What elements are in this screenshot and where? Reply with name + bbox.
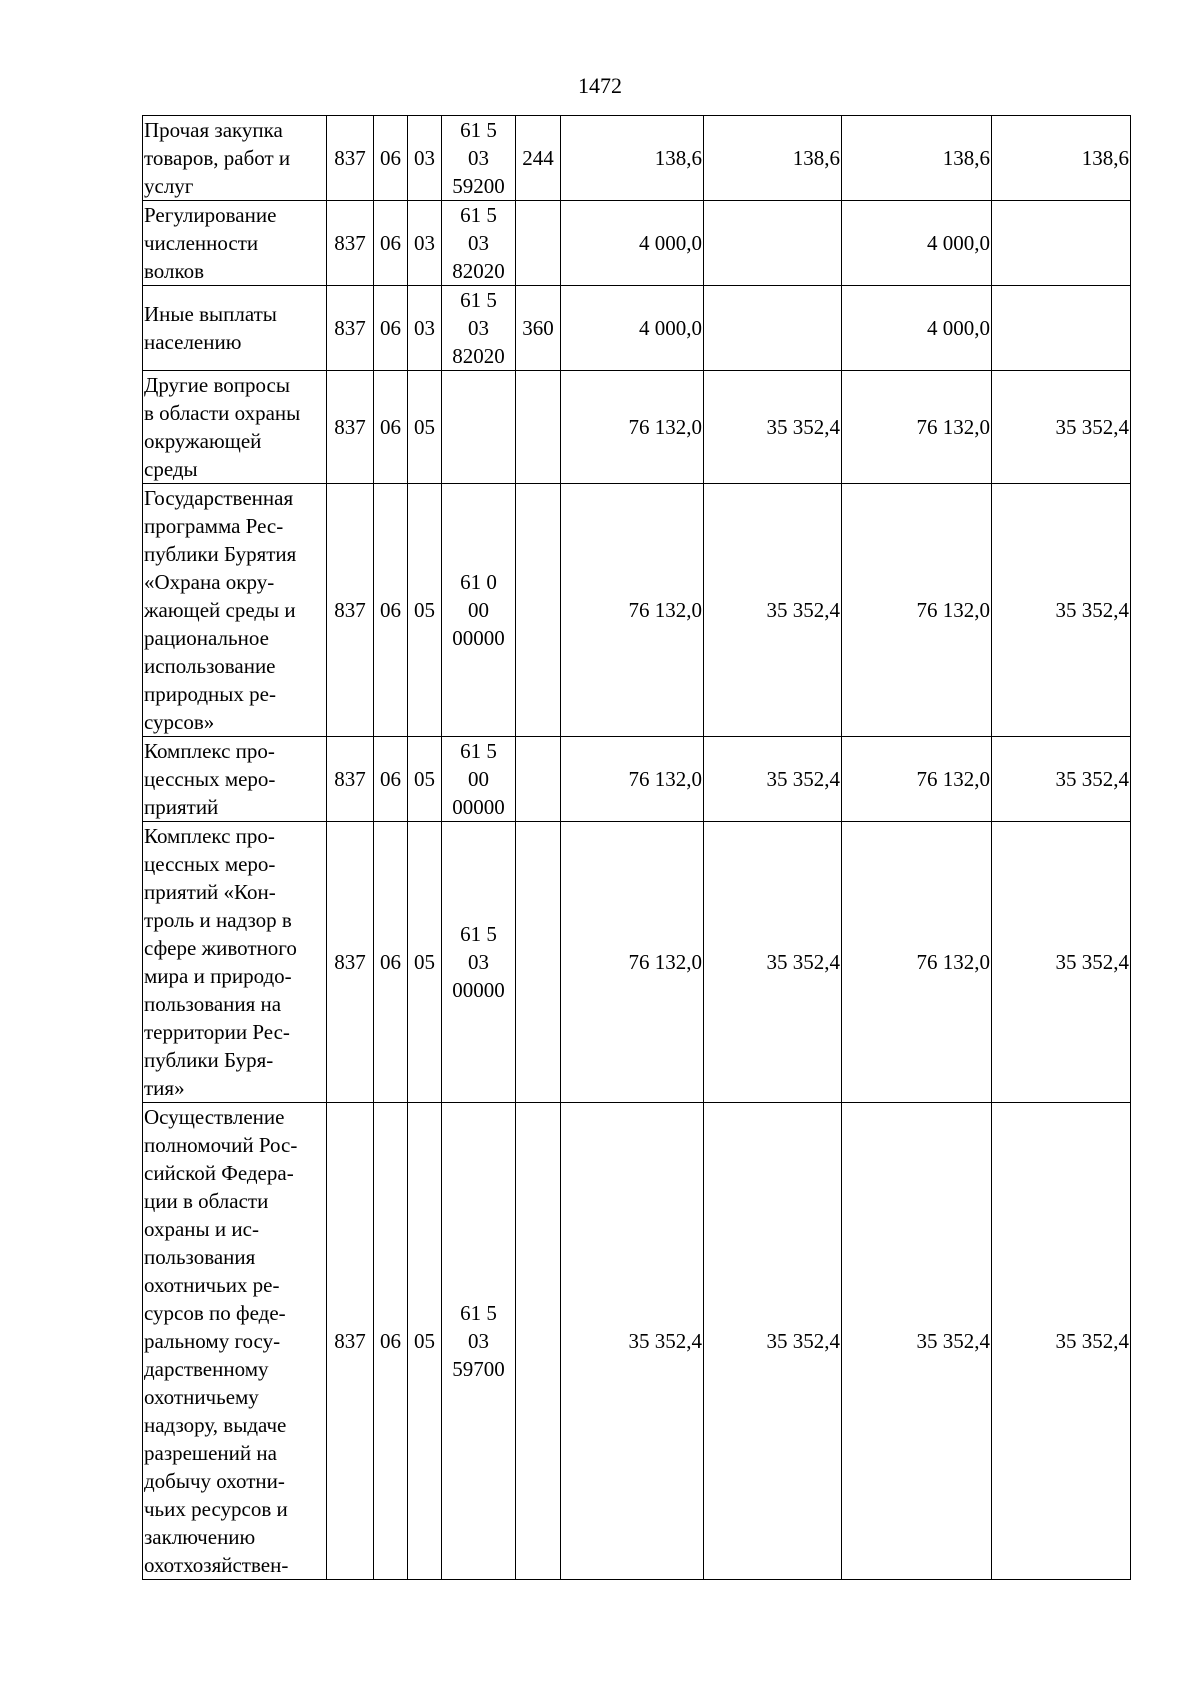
row-name: Осуществление полномочий Рос- сийской Федера- ции в области охраны и ис- пользования охотничьих ре- сурсов по феде- ральному госу- дарственному охотничьему надзору, выдаче разрешений на добычу охотни- чьих ресурсов и заключению охотхозяйствен- <box>143 1103 327 1580</box>
expense-type-code <box>516 371 561 484</box>
subsection-code: 05 <box>408 484 442 737</box>
amount-1: 4 000,0 <box>561 201 704 286</box>
target-article-code: 61 5 03 00000 <box>442 822 516 1103</box>
table-row <box>143 286 1131 371</box>
amount-2: 35 352,4 <box>704 1103 842 1580</box>
amount-3: 138,6 <box>842 116 992 201</box>
row-name: Государственная программа Рес- публики Бурятия «Охрана окру- жающей среды и рациональное использование природных ре- сурсов» <box>143 484 327 737</box>
budget-table <box>142 115 1131 1580</box>
amount-3: 76 132,0 <box>842 737 992 822</box>
table-row <box>143 822 1131 1103</box>
ministry-code: 837 <box>327 484 374 737</box>
amount-2: 35 352,4 <box>704 737 842 822</box>
subsection-code: 03 <box>408 201 442 286</box>
amount-3: 76 132,0 <box>842 484 992 737</box>
table-row <box>143 737 1131 822</box>
amount-1: 4 000,0 <box>561 286 704 371</box>
section-code: 06 <box>374 1103 408 1580</box>
amount-1: 35 352,4 <box>561 1103 704 1580</box>
amount-2: 35 352,4 <box>704 484 842 737</box>
table-row <box>143 371 1131 484</box>
amount-1: 76 132,0 <box>561 371 704 484</box>
amount-4: 35 352,4 <box>992 484 1131 737</box>
amount-2 <box>704 201 842 286</box>
ministry-code: 837 <box>327 822 374 1103</box>
section-code: 06 <box>374 286 408 371</box>
ministry-code: 837 <box>327 286 374 371</box>
section-code: 06 <box>374 116 408 201</box>
table-row <box>143 1103 1131 1580</box>
amount-3: 4 000,0 <box>842 201 992 286</box>
subsection-code: 03 <box>408 116 442 201</box>
amount-3: 76 132,0 <box>842 822 992 1103</box>
row-name: Прочая закупка товаров, работ и услуг <box>143 116 327 201</box>
ministry-code: 837 <box>327 371 374 484</box>
amount-1: 138,6 <box>561 116 704 201</box>
amount-2: 35 352,4 <box>704 822 842 1103</box>
row-name: Комплекс про- цессных меро- приятий «Кон- троль и надзор в сфере животного мира и природо- пользования на территории Рес- публики Буря- тия» <box>143 822 327 1103</box>
expense-type-code <box>516 484 561 737</box>
target-article-code: 61 5 03 82020 <box>442 201 516 286</box>
ministry-code: 837 <box>327 116 374 201</box>
section-code: 06 <box>374 484 408 737</box>
expense-type-code <box>516 822 561 1103</box>
target-article-code: 61 5 03 59200 <box>442 116 516 201</box>
amount-3: 35 352,4 <box>842 1103 992 1580</box>
table-row <box>143 484 1131 737</box>
row-name: Комплекс про- цессных меро- приятий <box>143 737 327 822</box>
expense-type-code <box>516 201 561 286</box>
amount-2: 138,6 <box>704 116 842 201</box>
section-code: 06 <box>374 371 408 484</box>
expense-type-code: 360 <box>516 286 561 371</box>
amount-1: 76 132,0 <box>561 822 704 1103</box>
target-article-code <box>442 371 516 484</box>
subsection-code: 05 <box>408 1103 442 1580</box>
amount-4 <box>992 201 1131 286</box>
ministry-code: 837 <box>327 1103 374 1580</box>
amount-4: 138,6 <box>992 116 1131 201</box>
row-name: Другие вопросы в области охраны окружающей среды <box>143 371 327 484</box>
target-article-code: 61 5 00 00000 <box>442 737 516 822</box>
section-code: 06 <box>374 201 408 286</box>
amount-4 <box>992 286 1131 371</box>
subsection-code: 05 <box>408 371 442 484</box>
amount-4: 35 352,4 <box>992 737 1131 822</box>
page-number: 1472 <box>578 73 622 98</box>
expense-type-code: 244 <box>516 116 561 201</box>
row-name: Иные выплаты населению <box>143 286 327 371</box>
amount-4: 35 352,4 <box>992 1103 1131 1580</box>
amount-1: 76 132,0 <box>561 484 704 737</box>
table-row <box>143 116 1131 201</box>
expense-type-code <box>516 737 561 822</box>
amount-4: 35 352,4 <box>992 822 1131 1103</box>
subsection-code: 03 <box>408 286 442 371</box>
section-code: 06 <box>374 737 408 822</box>
target-article-code: 61 5 03 82020 <box>442 286 516 371</box>
amount-2: 35 352,4 <box>704 371 842 484</box>
section-code: 06 <box>374 822 408 1103</box>
ministry-code: 837 <box>327 737 374 822</box>
ministry-code: 837 <box>327 201 374 286</box>
amount-1: 76 132,0 <box>561 737 704 822</box>
amount-3: 4 000,0 <box>842 286 992 371</box>
target-article-code: 61 0 00 00000 <box>442 484 516 737</box>
subsection-code: 05 <box>408 822 442 1103</box>
subsection-code: 05 <box>408 737 442 822</box>
amount-2 <box>704 286 842 371</box>
target-article-code: 61 5 03 59700 <box>442 1103 516 1580</box>
amount-4: 35 352,4 <box>992 371 1131 484</box>
amount-3: 76 132,0 <box>842 371 992 484</box>
table-row <box>143 201 1131 286</box>
expense-type-code <box>516 1103 561 1580</box>
row-name: Регулирование численности волков <box>143 201 327 286</box>
